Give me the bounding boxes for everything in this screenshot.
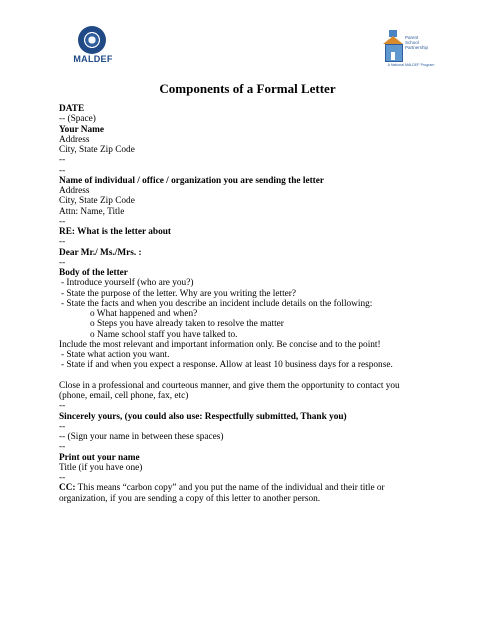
text-line bbox=[59, 237, 479, 247]
line-text: - State what action you want. bbox=[61, 350, 170, 360]
text-line bbox=[59, 227, 479, 237]
section-heading: Sincerely yours, (you could also use: Respectfully submitted, Thank you) bbox=[59, 411, 347, 422]
text-line bbox=[59, 381, 479, 391]
section-heading: Dear Mr./ Ms./Mrs. : bbox=[59, 247, 142, 258]
partnership-tagline: A National MALDEF Program bbox=[387, 63, 435, 67]
line-text: Include the most relevant and important information only. Be concise and to the point! bbox=[59, 339, 381, 350]
partnership-org-name: Parent School Partnership bbox=[405, 35, 429, 50]
text-line bbox=[59, 114, 479, 124]
text-line bbox=[59, 135, 479, 145]
text-line bbox=[59, 258, 479, 268]
maldef-logo-text: MALDEF bbox=[73, 54, 113, 64]
text-line bbox=[59, 330, 479, 340]
text-line bbox=[59, 350, 479, 360]
text-line bbox=[59, 371, 479, 381]
text-line bbox=[59, 494, 479, 504]
line-text: This means “carbon copy” and you put the name of the individual and their title or bbox=[75, 483, 385, 494]
text-line bbox=[59, 483, 479, 493]
maldef-seal-icon bbox=[78, 26, 106, 54]
text-line bbox=[59, 217, 479, 227]
section-heading: RE: What is the letter about bbox=[59, 227, 171, 237]
line-text: -- (Space) bbox=[59, 114, 96, 125]
line-text: organization, if you are sending a copy of this letter to another person. bbox=[59, 493, 321, 504]
text-line bbox=[59, 289, 479, 299]
line-text: -- bbox=[59, 165, 66, 176]
line-text: o Steps you have already taken to resolve the matter bbox=[90, 319, 284, 330]
line-text: -- bbox=[59, 473, 66, 483]
text-line bbox=[59, 207, 479, 217]
line-text: -- bbox=[59, 442, 66, 453]
section-heading: Your Name bbox=[59, 124, 105, 135]
line-text: (phone, email, cell phone, fax, etc) bbox=[59, 391, 189, 401]
section-heading: Body of the letter bbox=[59, 268, 128, 278]
text-line bbox=[59, 401, 479, 411]
line-text: Address bbox=[59, 134, 90, 145]
text-line bbox=[59, 196, 479, 206]
text-line bbox=[59, 145, 479, 155]
section-heading: DATE bbox=[59, 104, 85, 114]
text-line bbox=[59, 473, 479, 483]
text-line bbox=[59, 299, 479, 309]
line-text: -- bbox=[59, 216, 66, 227]
line-text: City, State Zip Code bbox=[59, 196, 135, 207]
text-line bbox=[59, 391, 479, 401]
line-text: -- bbox=[59, 155, 66, 166]
text-line bbox=[59, 248, 479, 258]
line-text: Title (if you have one) bbox=[59, 462, 143, 473]
line-text: o Name school staff you have talked to. bbox=[90, 329, 238, 340]
text-line bbox=[59, 360, 479, 370]
section-heading: Name of individual / office / organization you are sending the letter bbox=[59, 175, 325, 186]
text-line bbox=[59, 432, 479, 442]
text-line bbox=[59, 166, 479, 176]
line-text: City, State Zip Code bbox=[59, 145, 135, 155]
text-line bbox=[59, 155, 479, 165]
line-text: - State the purpose of the letter. Why are you writing the letter? bbox=[61, 288, 297, 299]
line-text: -- bbox=[59, 257, 66, 268]
parent-school-partnership-logo bbox=[380, 28, 438, 72]
line-text: -- (Sign your name in between these spaces) bbox=[59, 432, 224, 442]
line-text: -- bbox=[59, 421, 66, 432]
text-line bbox=[59, 319, 479, 329]
text-line bbox=[59, 268, 479, 278]
line-text: Address bbox=[59, 186, 90, 196]
text-line bbox=[59, 278, 479, 288]
text-line bbox=[59, 412, 479, 422]
line-text: -- bbox=[59, 401, 66, 412]
section-heading: CC: bbox=[59, 483, 76, 494]
line-text: Attn: Name, Title bbox=[59, 206, 125, 217]
text-line bbox=[59, 422, 479, 432]
line-text: -- bbox=[59, 237, 66, 248]
text-line bbox=[59, 309, 479, 319]
text-line bbox=[59, 453, 479, 463]
maldef-logo bbox=[68, 26, 118, 66]
text-line bbox=[59, 186, 479, 196]
page-title: Components of a Formal Letter bbox=[159, 81, 336, 96]
schoolhouse-icon bbox=[382, 30, 404, 66]
line-text: o What happened and when? bbox=[90, 309, 198, 319]
section-heading: Print out your name bbox=[59, 452, 140, 463]
text-line bbox=[59, 340, 479, 350]
text-line bbox=[59, 125, 479, 135]
line-text: Close in a professional and courteous manner, and give them the opportunity to contact you bbox=[59, 380, 400, 391]
text-line bbox=[59, 463, 479, 473]
line-text: - State if and when you expect a response. Allow at least 10 business days for a response. bbox=[61, 360, 393, 371]
line-text: - State the facts and when you describe an incident include details on the following: bbox=[61, 298, 373, 309]
text-line bbox=[59, 104, 479, 114]
text-line bbox=[59, 442, 479, 452]
line-text: - Introduce yourself (who are you?) bbox=[61, 278, 194, 289]
text-line bbox=[59, 176, 479, 186]
letter-components-body bbox=[59, 104, 479, 504]
